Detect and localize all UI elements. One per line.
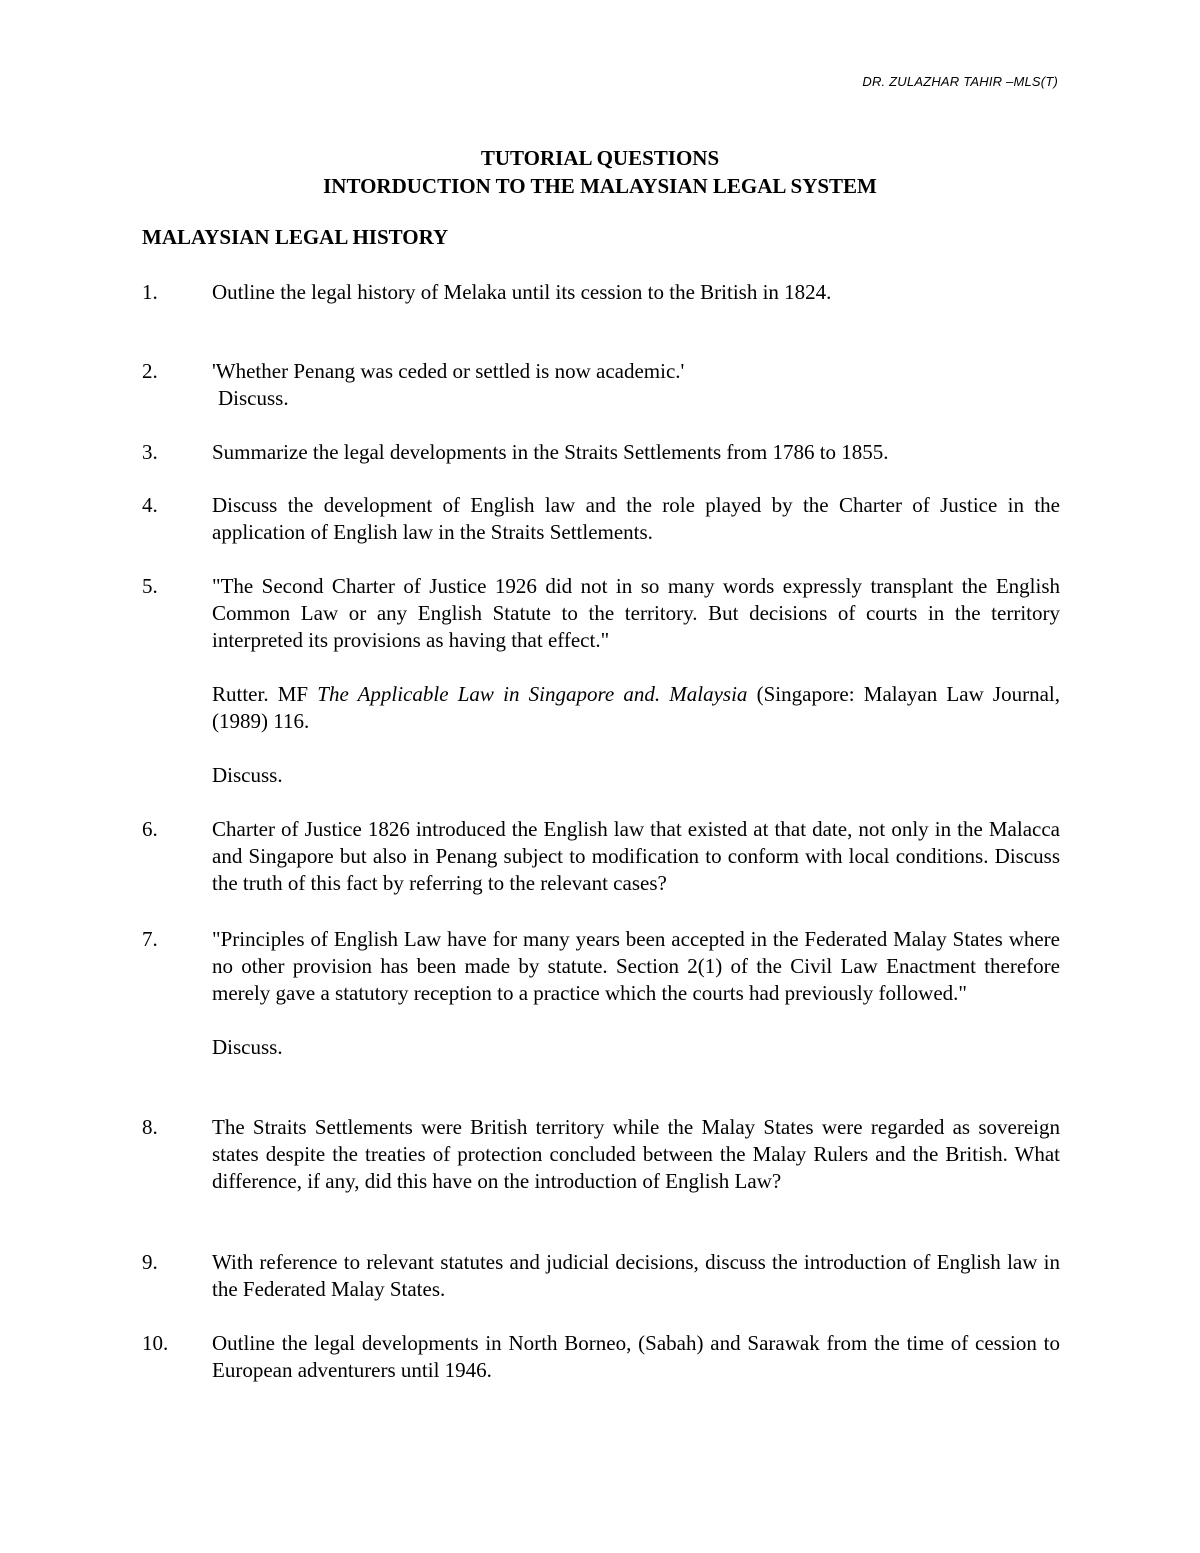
question-number: 7. (142, 927, 158, 951)
citation-author: Rutter. MF (212, 682, 318, 706)
question-9 (142, 1249, 1060, 1303)
question-4 (142, 492, 1060, 546)
question-text: With reference to relevant statutes and judicial decisions, discuss the introduction of English law in the Federated Malay States. (212, 1250, 1060, 1301)
question-text: Charter of Justice 1826 introduced the English law that existed at that date, not only in the Malacca and Singapore but also in Penang subject to modification to conform with local conditions. Discuss the truth of this fact by referring to the relevant cases? (212, 817, 1060, 895)
question-10 (142, 1330, 1060, 1384)
question-number: 4. (142, 493, 158, 517)
question-number: 2. (142, 359, 158, 383)
question-number: 6. (142, 817, 158, 841)
title-line-2: INTORDUCTION TO THE MALAYSIAN LEGAL SYSTEM (323, 174, 877, 198)
question-number: 3. (142, 440, 158, 464)
citation-publisher: (Singapore: Malayan Law Journal, (1989) 116. (212, 682, 1060, 733)
question-8 (142, 1114, 1060, 1195)
header-author: DR. ZULAZHAR TAHIR –MLS(T) (862, 74, 1058, 89)
question-text: Discuss the development of English law and the role played by the Charter of Justice in the application of English law in the Straits Settlements. (212, 493, 1060, 544)
question-text: "The Second Charter of Justice 1926 did not in so many words expressly transplant the English Common Law or any English Statute to the territory. But decisions of courts in the territory interpreted its provisions as having that effect." (212, 574, 1060, 652)
question-7 (142, 926, 1060, 1061)
question-text: Summarize the legal developments in the Straits Settlements from 1786 to 1855. (212, 440, 889, 464)
question-number: 5. (142, 574, 158, 598)
question-citation (212, 681, 1060, 735)
question-1 (142, 279, 1060, 306)
question-text: Outline the legal developments in North Borneo, (Sabah) and Sarawak from the time of cession to European adventurers until 1946. (212, 1331, 1060, 1382)
question-text: "Principles of English Law have for many years been accepted in the Federated Malay States where no other provision has been made by statute. Section 2(1) of the Civil Law Enactment therefore merely gave a statutory reception to a practice which the courts had previously followed." (212, 927, 1060, 1005)
question-followup: Discuss. (212, 1035, 283, 1059)
question-followup: Discuss. (218, 386, 289, 410)
question-5 (142, 573, 1060, 789)
question-2 (142, 358, 1060, 412)
title-line-1: TUTORIAL QUESTIONS (480, 146, 720, 170)
question-number: 8. (142, 1115, 158, 1139)
question-number: 9. (142, 1250, 158, 1274)
question-number: 10. (142, 1331, 169, 1355)
question-6 (142, 816, 1060, 897)
question-followup: Discuss. (212, 763, 283, 787)
section-heading: MALAYSIAN LEGAL HISTORY (142, 225, 449, 249)
question-text: 'Whether Penang was ceded or settled is now academic.' (212, 359, 685, 383)
citation-title: The Applicable Law in Singapore and. Malaysia (317, 682, 748, 706)
question-text: Outline the legal history of Melaka until its cession to the British in 1824. (212, 280, 832, 304)
question-number: 1. (142, 280, 158, 304)
question-text: The Straits Settlements were British territory while the Malay States were regarded as sovereign states despite the treaties of protection concluded between the Malay Rulers and the British. What difference, if any, did this have on the introduction of English Law? (212, 1115, 1060, 1193)
question-3 (142, 439, 1060, 466)
document-title (0, 144, 1200, 200)
